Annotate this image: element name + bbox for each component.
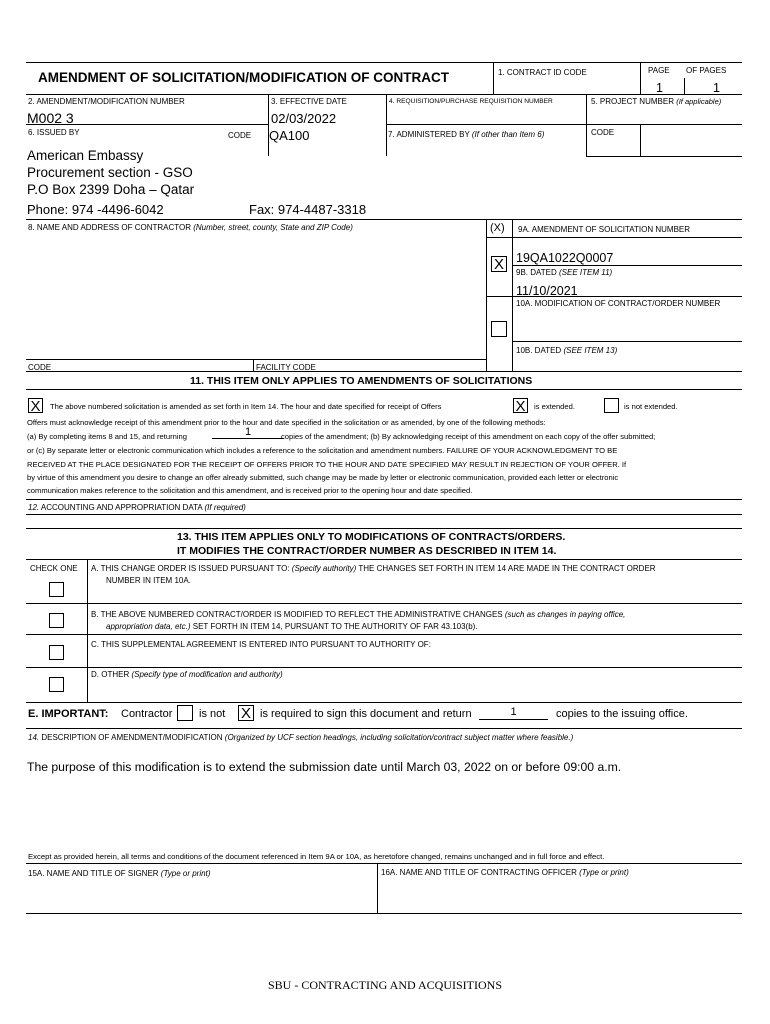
issued-by-label: 6. ISSUED BY [28,128,80,137]
officer-label [381,868,629,877]
issuer-phone: Phone: 974 -4496-6042 [27,202,164,217]
row-border [26,389,742,390]
row-border [26,94,742,95]
contractor-label-text: 8. NAME AND ADDRESS OF CONTRACTOR [28,223,191,232]
not-extended-checkbox[interactable] [604,398,619,413]
item-9b-label-text: 9B. DATED [516,268,557,277]
copies-suffix: copies to the issuing office. [556,708,688,720]
amendment-number-label: 2. AMENDMENT/MODIFICATION NUMBER [28,97,185,106]
effective-date-label: 3. EFFECTIVE DATE [271,97,347,106]
row-border [26,219,742,220]
page-value: 1 [656,81,663,95]
page-label: PAGE [648,66,670,75]
row-border [26,499,742,500]
administered-code-label: CODE [591,128,615,137]
contractor-label [28,223,353,232]
row-border [486,237,742,238]
signer-label-text: 15A. NAME AND TITLE OF SIGNER [28,869,159,878]
item-13b-line-2-note: appropriation data, etc.) [106,622,191,631]
item-11-line-5: RECEIVED AT THE PLACE DESIGNATED FOR THE RECEIPT OF OFFERS PRIOR TO THE HOUR AND DATE SPECIFIED MAY RESULT IN REJECTION OF YOUR OFFER. If [27,460,627,469]
divider [386,94,387,156]
of-pages-value: 1 [713,81,720,95]
item-11-line-4: or (c) By separate letter or electronic communication which includes a reference to the solicitation and amendment numbers. FAILURE OF YOUR ACKNOWLEDGMENT TO BE [27,446,618,455]
row-border [26,702,742,703]
of-pages-label: OF PAGES [686,66,727,75]
item-11-line-7: communication makes reference to the solicitation and this amendment, and is received prior to the opening hour and date specified. [27,486,473,495]
row-border [26,528,742,529]
item-13a-line-2: NUMBER IN ITEM 10A. [106,576,191,585]
divider [268,94,269,156]
project-label-note: (If applicable) [676,97,722,106]
row-border [486,296,742,297]
item-13b-note: (such as changes in paying office, [504,610,626,619]
divider [640,62,641,94]
item-13a-text [91,563,656,587]
item-13a-checkbox[interactable] [49,582,64,597]
extended-label: is extended. [534,402,575,411]
item-11-checkbox[interactable]: X [28,398,43,413]
check-one-label: CHECK ONE [30,564,78,573]
is-required-label: is required to sign this document and return [260,708,472,720]
project-label-text: 5. PROJECT NUMBER [591,97,674,106]
item-9b-value: 11/10/2021 [516,284,578,298]
item-9a-value: 19QA1022Q0007 [516,251,614,265]
extended-checkbox[interactable]: X [513,398,528,413]
administered-label-text: 7. ADMINISTERED BY [388,130,470,139]
divider [486,219,487,371]
issued-code-value: QA100 [269,128,310,143]
important-label: E. IMPORTANT: [28,708,109,720]
item-11-line-3b: copies of the amendment; (b) By acknowledging receipt of this amendment on each copy of the offer submitted; [281,432,656,441]
divider [640,124,641,156]
item-13c-checkbox[interactable] [49,645,64,660]
form-title: AMENDMENT OF SOLICITATION/MODIFICATION OF CONTRACT [38,70,449,85]
signer-label-note: (Type or print) [160,869,211,878]
row-border [512,341,742,342]
row-border [386,124,742,125]
divider [87,559,88,702]
issuer-line: American Embassy [27,148,144,163]
except-text: Except as provided herein, all terms and conditions of the document referenced in Item 9A or 10A, as heretofore changed, remains unchanged and in full force and effect. [28,852,605,861]
row-border [26,634,742,635]
row-border [26,728,742,729]
issuer-line: Procurement section - GSO [27,165,193,180]
item-9a-label: 9A. AMENDMENT OF SOLICITATION NUMBER [518,225,691,234]
divider [253,359,254,371]
divider [586,94,587,124]
divider [493,62,494,94]
item-12-number: 12. [28,503,40,512]
item-14-number: 14. [28,733,40,742]
officer-label-note: (Type or print) [579,868,629,877]
not-extended-label: is not extended. [624,402,678,411]
item-10a-label: 10A. MODIFICATION OF CONTRACT/ORDER NUMBER [516,299,721,308]
item-13c-text: C. THIS SUPPLEMENTAL AGREEMENT IS ENTERED INTO PURSUANT TO AUTHORITY OF: [91,640,431,649]
item-13a-suffix: THE CHANGES SET FORTH IN ITEM 14 ARE MADE IN THE CONTRACT ORDER [358,564,656,573]
item-13d-prefix: D. OTHER [91,670,130,679]
contractor-label-note: (Number, street, county, State and ZIP Code) [193,223,353,232]
item-13d-checkbox[interactable] [49,677,64,692]
item-13b-prefix: B. THE ABOVE NUMBERED CONTRACT/ORDER IS MODIFIED TO REFLECT THE ADMINISTRATIVE CHANGES [91,610,503,619]
facility-code-label: FACILITY CODE [256,363,316,372]
item-10b-label-note: (SEE ITEM 13) [563,346,618,355]
item-10b-label-text: 10B. DATED [516,346,562,355]
row-border [26,603,742,604]
x-column-label: (X) [490,222,505,234]
item-13a-prefix: A. THIS CHANGE ORDER IS ISSUED PURSUANT TO: [91,564,290,573]
is-not-label: is not [199,708,226,720]
item-13d-note: (Specify type of modification and authority) [131,670,283,679]
item-13b-line-2: SET FORTH IN ITEM 14, PURSUANT TO THE AUTHORITY OF FAR 43.103(b). [192,622,478,631]
row-border [26,359,486,360]
divider [512,219,513,371]
row-border [26,913,742,914]
item-13b-checkbox[interactable] [49,613,64,628]
copies-returned-value: 1 [212,426,284,439]
row-border [26,559,742,560]
item-10a-checkbox[interactable] [491,321,507,337]
item-12-label-text: ACCOUNTING AND APPROPRIATION DATA [40,503,203,512]
top-border [26,62,742,63]
contract-id-label: 1. CONTRACT ID CODE [498,68,587,77]
item-9b-label-note: (SEE ITEM 11) [558,268,613,277]
requisition-label: 4. REQUISITION/PURCHASE REQUISITION NUMBER [389,98,553,105]
item-13b-text [91,609,625,633]
bottom-caption: SBU - CONTRACTING AND ACQUISITIONS [267,978,502,992]
item-10b-label [516,346,617,355]
row-border [26,124,268,125]
amendment-number-value: M002 3 [27,110,74,126]
item-11-line-3a: (a) By completing items 8 and 15, and returning [27,432,187,441]
officer-label-text: 16A. NAME AND TITLE OF CONTRACTING OFFICER [381,868,577,877]
contractor-word: Contractor [121,708,173,720]
item-14-label-text: DESCRIPTION OF AMENDMENT/MODIFICATION [41,733,223,742]
item-11-line-2: Offers must acknowledge receipt of this amendment prior to the hour and date specified in the solicitation or as amended, by one of the following methods: [27,418,546,427]
divider [377,863,378,913]
is-not-checkbox[interactable] [177,705,193,721]
item-9b-label [516,268,612,277]
copies-required-value: 1 [479,706,548,720]
administered-by-label [388,130,544,139]
item-11-heading: 11. THIS ITEM ONLY APPLIES TO AMENDMENTS OF SOLICITATIONS [190,375,533,387]
divider [684,78,685,94]
item-13-heading-2: IT MODIFIES THE CONTRACT/ORDER NUMBER AS DESCRIBED IN ITEM 14. [177,545,557,557]
item-14-label-note: (Organized by UCF section headings, including solicitation/contract subject matter where feasible.) [224,733,574,742]
item-11-line-1: The above numbered solicitation is amended as set forth in Item 14. The hour and date specified for receipt of Offers [50,402,442,411]
issuer-fax: Fax: 974-4487-3318 [249,202,367,217]
item-14-description: The purpose of this modification is to extend the submission date until March 03, 2022 on or before 09:00 a.m. [27,760,622,774]
item-13a-note: (Specify authority) [291,564,357,573]
item-11-line-6: by virtue of this amendment you desire to change an offer already submitted, such change may be made by letter or electronic communication, provided each letter or electronic [27,473,619,482]
effective-date-value: 02/03/2022 [271,111,337,126]
item-13-heading-1: 13. THIS ITEM APPLIES ONLY TO MODIFICATIONS OF CONTRACTS/ORDERS. [177,531,566,543]
item-12-label [28,503,246,512]
item-12-label-note: (If required) [204,503,246,512]
row-border [512,265,742,266]
row-border [26,863,742,864]
issuer-line: P.O Box 2399 Doha – Qatar [27,182,195,197]
row-border [26,514,742,515]
divider [586,124,587,156]
row-border [586,156,742,157]
administered-label-note: (If other than Item 6) [471,130,545,139]
is-required-checkbox[interactable]: X [238,705,254,721]
row-border [26,371,742,372]
issuer-address [27,147,194,198]
item-13d-text [91,670,283,679]
signer-label [28,869,210,878]
contractor-code-label: CODE [28,363,52,372]
project-number-label [591,97,721,106]
row-border [26,667,742,668]
item-9a-checkbox[interactable]: X [491,256,507,272]
issued-code-label: CODE [228,131,252,140]
item-14-label [28,733,573,742]
